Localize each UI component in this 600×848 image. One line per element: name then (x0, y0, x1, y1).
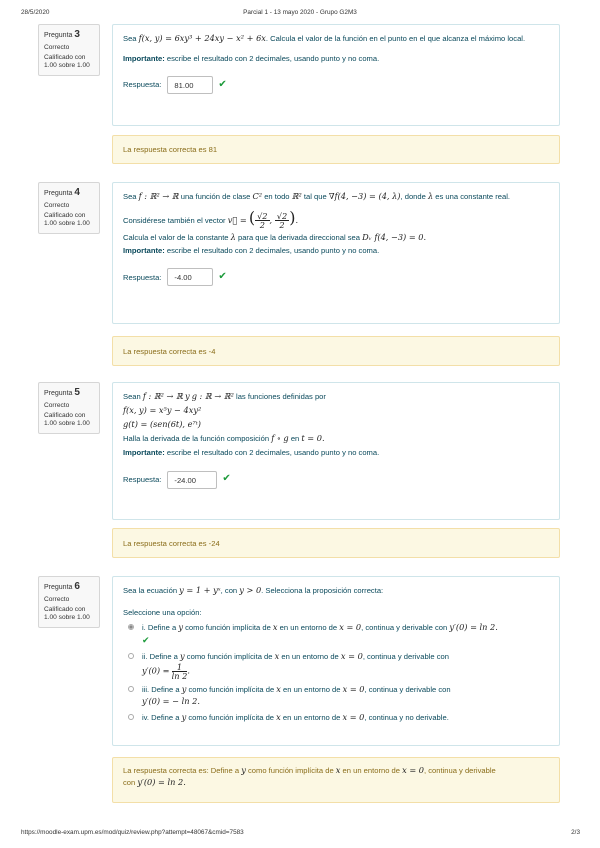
radio-option-ii[interactable] (128, 653, 134, 659)
print-title: Parcial 1 - 13 mayo 2020 - Grupo G2M3 (243, 9, 357, 16)
option-iv[interactable]: iv. Define a y como función implícita de x en un entorno de x = 0, continua y no derivable. (123, 712, 549, 724)
radio-option-i[interactable] (128, 624, 134, 630)
f-definition: f(x, y) = x⁵y − 4xy² (123, 404, 202, 415)
correct-check-icon: ✔ (218, 271, 227, 283)
question-text: Sea la ecuación y = 1 + yˣ, con y > 0. Selecciona la proposición correcta: Seleccione una opción: i. Define a y como función implícita de x en un entorno de x = 0, continua y derivable con y′(0) = ln 2. ✔ ii. Define a y como función implícita de x en un entorno de x = 0, continua y derivable con y′(0) = $\frac{1}{\ln 2}$ . iii. Define a y como función implícita de x en un entorno de x = 0, continua y derivable con y′(0) = − ln 2. iv. Define a y como función implícita de x en un entorno de x = 0, continua y no derivable. (112, 576, 560, 746)
question-number: 5 (74, 387, 80, 398)
question-number: 6 (74, 581, 80, 592)
question-status: Correcto (44, 201, 70, 209)
print-date: 28/5/2020 (21, 9, 50, 16)
question-grade: Calificado con 1.00 sobre 1.00 (44, 54, 90, 69)
option-ii[interactable]: ii. Define a y como función implícita de x en un entorno de x = 0, continua y derivable con y′(0) = $\frac{1}{\ln 2}$ . (123, 651, 549, 680)
option-iii[interactable]: iii. Define a y como función implícita de x en un entorno de x = 0, continua y derivable con y′(0) = − ln 2. (123, 684, 549, 708)
option-i[interactable]: i. Define a y como función implícita de x en un entorno de x = 0, continua y derivable con y′(0) = ln 2. ✔ (123, 622, 549, 647)
print-url: https://moodle-exam.upm.es/mod/quiz/review.php?attempt=48067&cmid=7583 (21, 829, 244, 836)
radio-option-iii[interactable] (128, 686, 134, 692)
answer-input[interactable]: 81.00 (167, 76, 213, 94)
answer-label: Respuesta: (123, 80, 162, 90)
correct-answer-feedback: La respuesta correcta es: Define a y como función implícita de x en un entorno de x = 0, continua y derivable con y′(0) = ln 2. (112, 757, 560, 803)
question-grade: Calificado con 1.00 sobre 1.00 (44, 606, 90, 621)
print-page-number: 2/3 (571, 829, 580, 836)
question-info: Pregunta 6 Correcto Calificado con 1.00 sobre 1.00 (38, 576, 100, 628)
question-text: Sea f : ℝ² → ℝ una función de clase C² en todo ℝ² tal que ∇f(4, −3) = (4, λ), donde λ es una constante real. Considérese también el vector v⃗ = ( $\frac{√2}{2}$ , $\frac{√2}{2}$ ). Calcula el valor de la constante λ para que la derivada direccional sea Dᵥ f(4, −3) = 0. Importante: escribe el resultado con 2 decimales, usando punto y no coma. Respuesta: -4.00 ✔ (112, 182, 560, 324)
question-info: Pregunta 4 Correcto Calificado con 1.00 sobre 1.00 (38, 182, 100, 234)
correct-check-icon: ✔ (142, 634, 150, 645)
answer-label: Respuesta: (123, 475, 162, 485)
correct-answer-feedback: La respuesta correcta es 81 (112, 135, 560, 164)
answer-input[interactable]: -4.00 (167, 268, 213, 286)
answer-input[interactable]: -24.00 (167, 471, 217, 489)
question-status: Correcto (44, 43, 70, 51)
question-grade: Calificado con 1.00 sobre 1.00 (44, 412, 90, 427)
question-status: Correcto (44, 401, 70, 409)
question-number: 3 (74, 29, 80, 40)
question-number: 4 (74, 187, 80, 198)
correct-answer-feedback: La respuesta correcta es -24 (112, 528, 560, 558)
question-grade: Calificado con 1.00 sobre 1.00 (44, 212, 90, 227)
correct-check-icon: ✔ (222, 473, 231, 485)
radio-option-iv[interactable] (128, 714, 134, 720)
correct-check-icon: ✔ (218, 78, 227, 90)
correct-answer-feedback: La respuesta correcta es -4 (112, 336, 560, 366)
question-info: Pregunta 5 Correcto Calificado con 1.00 sobre 1.00 (38, 382, 100, 434)
formula: f(x, y) = 6xy³ + 24xy − x² + 6x (138, 33, 266, 43)
question-status: Correcto (44, 595, 70, 603)
select-option-prompt: Seleccione una opción: (123, 607, 202, 617)
answer-label: Respuesta: (123, 272, 162, 282)
question-text: Sea f(x, y) = 6xy³ + 24xy − x² + 6x. Calcula el valor de la función en el punto en el que alcanza el máximo local. Importante: escribe el resultado con 2 decimales, usando punto y no coma. Respuesta: 81.00 ✔ (112, 24, 560, 126)
g-definition: g(t) = (sen(6t), e⁷ᵗ) (123, 418, 201, 429)
question-info: Pregunta 3 Correcto Calificado con 1.00 sobre 1.00 (38, 24, 100, 76)
question-text: Sean f : ℝ² → ℝ y g : ℝ → ℝ² las funciones definidas por f(x, y) = x⁵y − 4xy² g(t) = (sen(6t), e⁷ᵗ) Halla la derivada de la función composición f ∘ g en t = 0. Importante: escribe el resultado con 2 decimales, usando punto y no coma. Respuesta: -24.00 ✔ (112, 382, 560, 520)
